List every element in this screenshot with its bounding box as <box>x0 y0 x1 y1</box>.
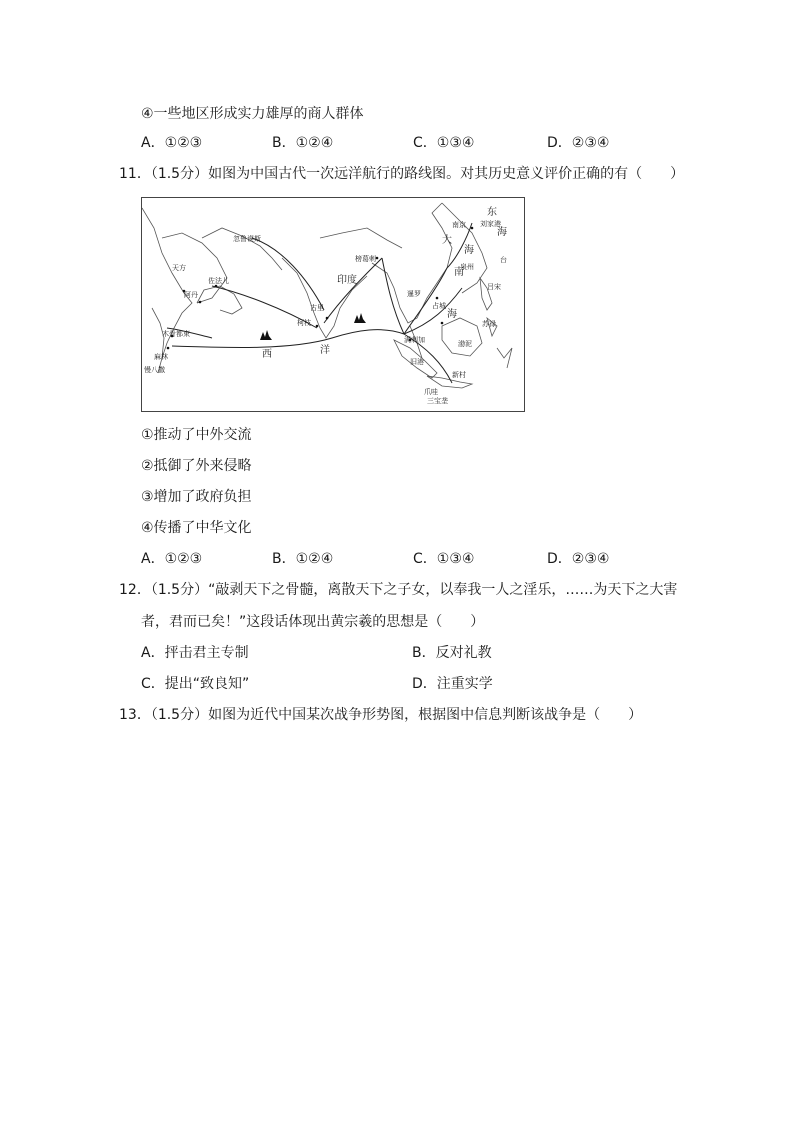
label-east-1: 东 <box>487 207 497 218</box>
label-tianfang: 天方 <box>172 264 186 272</box>
voyage-map-drawing <box>142 198 524 411</box>
q12-stem-line-2: 者，君而已矣！”这段话体现出黄宗羲的思想是（ ） <box>141 614 485 630</box>
label-sulu: 苏禄 <box>482 320 496 328</box>
label-xincun: 新村 <box>452 371 466 379</box>
label-xiyang-1: 西 <box>262 349 272 360</box>
q12-option-d[interactable]: D．注重实学 <box>412 676 493 692</box>
q11-item-4: ④传播了中华文化 <box>141 520 252 536</box>
q12-option-c[interactable]: C．提出“致良知” <box>141 676 250 692</box>
label-mombasa: 慢八撒 <box>144 366 165 374</box>
label-aden: 阿丹 <box>184 291 198 299</box>
q11-item-2: ②抵御了外来侵略 <box>141 458 252 474</box>
voyage-route-map <box>141 197 525 412</box>
label-sanbao: 三宝垄 <box>427 397 448 405</box>
q13-stem: 13．（1.5分）如图为近代中国某次战争形势图，根据图中信息判断该战争是（ ） <box>119 707 643 723</box>
q11-option-c[interactable]: C．①③④ <box>413 551 475 567</box>
q10-option-d[interactable]: D．②③④ <box>547 135 610 151</box>
label-hormuz: 忽鲁谟斯 <box>233 235 261 243</box>
q10-option-c[interactable]: C．①③④ <box>413 135 475 151</box>
label-zufaer: 佐法儿 <box>208 277 229 285</box>
label-bengal: 榜葛剌 <box>355 255 376 263</box>
label-east-2: 海 <box>497 227 507 238</box>
label-java: 爪哇 <box>424 388 438 396</box>
q11-stem: 11．（1.5分）如图为中国古代一次远洋航行的路线图。对其历史意义评价正确的有（ ） <box>119 166 685 182</box>
q11-option-b[interactable]: B．①②④ <box>272 551 334 567</box>
q10-option-a[interactable]: A．①②③ <box>141 135 203 151</box>
label-siam: 暹罗 <box>407 290 421 298</box>
label-nanhai-1: 南 <box>454 267 464 278</box>
q11-item-3: ③增加了政府负担 <box>141 489 252 505</box>
label-liujia: 刘家港 <box>480 220 501 228</box>
label-lvsong: 吕宋 <box>487 283 501 291</box>
ship-icon-1 <box>260 330 272 340</box>
label-nanjing: 南京 <box>452 221 466 229</box>
label-yindu: 印度 <box>337 275 357 286</box>
q11-item-1: ①推动了中外交流 <box>141 427 252 443</box>
label-jiugang: 旧港 <box>410 358 424 366</box>
label-taiwan: 台 <box>500 256 507 264</box>
label-calicut: 古里 <box>310 304 324 312</box>
label-nanhai-2: 海 <box>447 309 457 320</box>
q12-stem-line-1: 12．（1.5分）“敲剥天下之骨髓，离散天下之子女，以奉我一人之淫乐，……为天下之大害 <box>119 582 678 598</box>
label-xiyang-2: 洋 <box>320 345 330 356</box>
label-champa: 占城 <box>432 302 446 310</box>
q12-option-a[interactable]: A．抨击君主专制 <box>141 645 249 661</box>
q10-item-4: ④一些地区形成实力雄厚的商人群体 <box>141 106 364 122</box>
label-cochin: 柯枝 <box>297 319 311 327</box>
label-mogadishu: 木骨都束 <box>162 330 190 338</box>
label-ocean: 海 <box>464 245 474 256</box>
label-quanzhou: 泉州 <box>460 263 474 271</box>
label-manlajia: 满剌加 <box>404 336 425 344</box>
q11-option-d[interactable]: D．②③④ <box>547 551 610 567</box>
q10-option-b[interactable]: B．①②④ <box>272 135 334 151</box>
q12-option-b[interactable]: B．反对礼教 <box>412 645 492 661</box>
ship-icon-2 <box>354 313 366 323</box>
q11-option-a[interactable]: A．①②③ <box>141 551 203 567</box>
label-da: 大 <box>442 235 452 246</box>
label-boni: 渤泥 <box>458 340 472 348</box>
label-malindi: 麻林 <box>154 353 168 361</box>
